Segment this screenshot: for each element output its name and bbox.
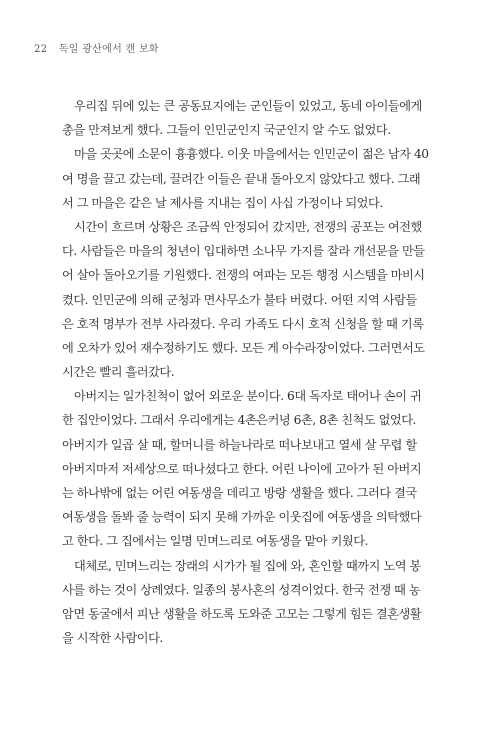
text-line: 여동생을 돌봐 줄 능력이 되지 못해 가까운 이웃집에 여동생을 의탁했다 bbox=[62, 510, 422, 525]
text-line: 시간이 흐르며 상황은 조금씩 안정되어 갔지만, 전쟁의 공포는 여전했 bbox=[74, 219, 422, 234]
page-number: 22 bbox=[34, 44, 48, 55]
text-line: 여 명을 끌고 갔는데, 끌려간 이들은 끝내 돌아오지 않았다고 했다. 그래 bbox=[62, 171, 421, 186]
paragraph bbox=[62, 94, 430, 142]
text-line: 아버지마저 저세상으로 떠나셨다고 한다. 어린 나이에 고아가 된 아버지 bbox=[62, 461, 422, 476]
text-line: 사를 하는 것이 상례였다. 일종의 봉사혼의 성격이었다. 한국 전쟁 때 농 bbox=[62, 582, 421, 597]
text-line: 한 집안이었다. 그래서 우리에게는 4촌은커녕 6촌, 8촌 친척도 없었다. bbox=[62, 413, 416, 428]
text-line: 마을 곳곳에 소문이 흉흉했다. 이웃 마을에서는 인민군이 젊은 남자 40 bbox=[74, 147, 429, 162]
paragraph bbox=[62, 384, 430, 553]
text-line: 에 오차가 있어 재수정하기도 했다. 모든 게 아수라장이었다. 그러면서도 bbox=[62, 340, 425, 355]
paragraph bbox=[62, 554, 430, 651]
text-line: 암면 동굴에서 피난 생활을 하도록 도와준 고모는 그렇게 힘든 결혼생활 bbox=[62, 606, 422, 621]
paragraph bbox=[62, 215, 430, 384]
paragraph bbox=[62, 142, 430, 215]
text-line: 어 살아 돌아오기를 기원했다. 전쟁의 여파는 모든 행정 시스템을 마비시 bbox=[62, 268, 425, 283]
running-head bbox=[34, 40, 159, 55]
text-line: 켰다. 인민군에 의해 군청과 면사무소가 불타 버렸다. 어떤 지역 사람들 bbox=[62, 292, 417, 307]
text-line: 서 그 마을은 같은 날 제사를 지내는 집이 사십 가정이나 되었다. bbox=[62, 195, 383, 210]
text-line: 대체로, 민며느리는 장래의 시가가 될 집에 와, 혼인할 때까지 노역 봉 bbox=[74, 558, 421, 573]
text-line: 아버지는 일가친척이 없어 외로운 분이다. 6대 독자로 태어나 손이 귀 bbox=[74, 389, 422, 404]
text-line: 아버지가 일곱 살 때, 할머니를 하늘나라로 떠나보내고 열세 살 무렵 할 bbox=[62, 437, 417, 452]
text-line: 우리집 뒤에 있는 큰 공동묘지에는 군인들이 있었고, 동네 아이들에게 bbox=[74, 99, 422, 113]
text-line: 다. 사람들은 마을의 청년이 입대하면 소나무 가지를 잘라 개선문을 만들 bbox=[62, 244, 425, 259]
text-line: 은 호적 명부가 전부 사라졌다. 우리 가족도 다시 호적 신청을 할 때 기록 bbox=[62, 316, 424, 331]
text-line: 을 시작한 사람이다. bbox=[62, 631, 163, 646]
text-line: 시간은 빨리 흘러갔다. bbox=[62, 365, 175, 380]
running-title: 독일 광산에서 캔 보화 bbox=[58, 44, 159, 55]
text-line: 는 하나밖에 없는 어린 여동생을 데리고 방랑 생활을 했다. 그러다 결국 bbox=[62, 486, 417, 500]
body-text bbox=[62, 94, 430, 650]
text-line: 총을 만져보게 했다. 그들이 인민군인지 국군인지 알 수도 없었다. bbox=[62, 123, 391, 138]
text-line: 고 한다. 그 집에서는 일명 민며느리로 여동생을 맡아 키웠다. bbox=[62, 534, 368, 549]
